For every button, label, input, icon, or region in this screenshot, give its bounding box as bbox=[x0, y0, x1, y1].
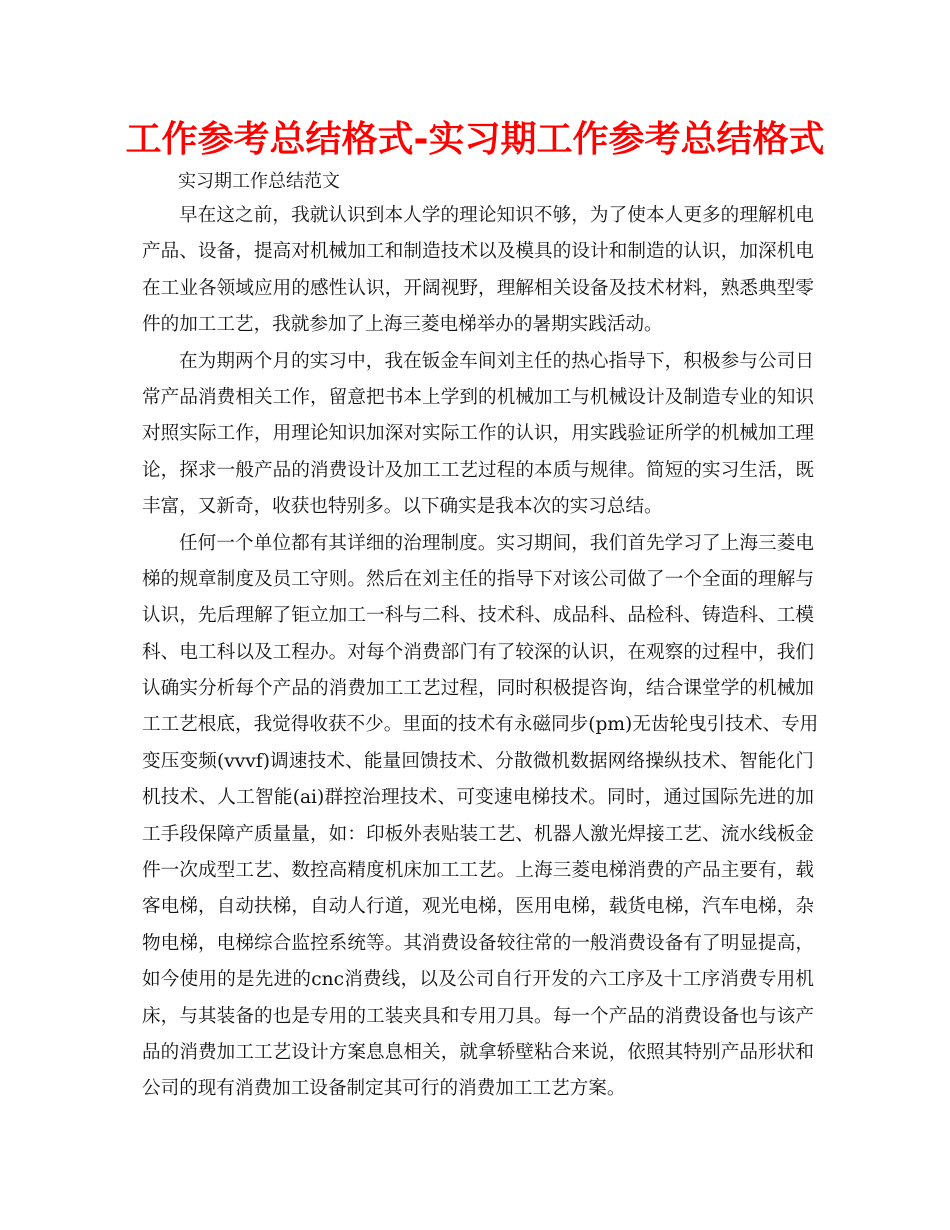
document-title: 工作参考总结格式-实习期工作参考总结格式 bbox=[125, 119, 825, 160]
paragraph-line: 如今使用的是先进的cnc消费线，以及公司自行开发的六工序及十工序消费专用机 bbox=[142, 969, 814, 991]
paragraph-line: 论，探求一般产品的消费设计及加工工艺过程的本质与规律。简短的实习生活，既 bbox=[142, 459, 814, 481]
document-body bbox=[142, 198, 819, 1108]
paragraph-line: 在为期两个月的实习中，我在钣金车间刘主任的热心指导下，积极参与公司日 bbox=[179, 350, 814, 372]
paragraph-line: 产品、设备，提高对机械加工和制造技术以及模具的设计和制造的认识，加深机电 bbox=[142, 241, 814, 263]
paragraph-line: 件的加工工艺，我就参加了上海三菱电梯举办的暑期实践活动。 bbox=[142, 314, 663, 336]
paragraph bbox=[142, 198, 814, 344]
paragraph-line: 床，与其装备的也是专用的工装夹具和专用刀具。每一个产品的消费设备也与该产 bbox=[142, 1005, 814, 1027]
paragraph-line: 科、电工科以及工程办。对每个消费部门有了较深的认识，在观察的过程中，我们 bbox=[142, 641, 814, 663]
paragraph-line: 任何一个单位都有其详细的治理制度。实习期间，我们首先学习了上海三菱电 bbox=[179, 532, 814, 554]
paragraph-line: 变压变频(vvvf)调速技术、能量回馈技术、分散微机数据网络操纵技术、智能化门 bbox=[142, 750, 814, 772]
paragraph-line: 认确实分析每个产品的消费加工工艺过程，同时积极提咨询，结合课堂学的机械加 bbox=[142, 678, 814, 700]
paragraph-line: 公司的现有消费加工设备制定其可行的消费加工工艺方案。 bbox=[142, 1078, 626, 1100]
paragraph-line: 客电梯，自动扶梯，自动人行道，观光电梯，医用电梯，载货电梯，汽车电梯，杂 bbox=[142, 896, 814, 918]
paragraph-line: 件一次成型工艺、数控高精度机床加工工艺。上海三菱电梯消费的产品主要有，载 bbox=[142, 860, 814, 882]
paragraph bbox=[142, 526, 819, 1108]
paragraph-line: 丰富，又新奇，收获也特别多。以下确实是我本次的实习总结。 bbox=[142, 496, 663, 518]
document-subtitle: 实习期工作总结范文 bbox=[178, 171, 340, 192]
paragraph-line: 品的消费加工工艺设计方案息息相关，就拿轿壁粘合来说，依照其特别产品形状和 bbox=[142, 1041, 814, 1063]
paragraph-line: 机技术、人工智能(ai)群控治理技术、可变速电梯技术。同时，通过国际先进的加 bbox=[142, 787, 814, 809]
paragraph-line: 认识，先后理解了钜立加工一科与二科、技术科、成品科、品检科、铸造科、工模 bbox=[142, 605, 814, 627]
paragraph-line: 在工业各领域应用的感性认识，开阔视野，理解相关设备及技术材料，熟悉典型零 bbox=[142, 277, 814, 299]
paragraph-line: 物电梯，电梯综合监控系统等。其消费设备较往常的一般消费设备有了明显提高， bbox=[142, 932, 814, 954]
paragraph-line: 梯的规章制度及员工守则。然后在刘主任的指导下对该公司做了一个全面的理解与 bbox=[142, 568, 814, 590]
paragraph-line: 工手段保障产质量量，如：印板外表贴装工艺、机器人激光焊接工艺、流水线板金 bbox=[142, 823, 814, 845]
paragraph bbox=[142, 344, 814, 526]
paragraph-line: 早在这之前，我就认识到本人学的理论知识不够，为了使本人更多的理解机电 bbox=[179, 205, 814, 226]
paragraph-line: 常产品消费相关工作，留意把书本上学到的机械加工与机械设计及制造专业的知识 bbox=[142, 386, 814, 408]
paragraph-line: 工工艺根底，我觉得收获不少。里面的技术有永磁同步(pm)无齿轮曳引技术、专用 bbox=[142, 714, 819, 736]
paragraph-line: 对照实际工作，用理论知识加深对实际工作的认识，用实践验证所学的机械加工理 bbox=[142, 423, 814, 445]
